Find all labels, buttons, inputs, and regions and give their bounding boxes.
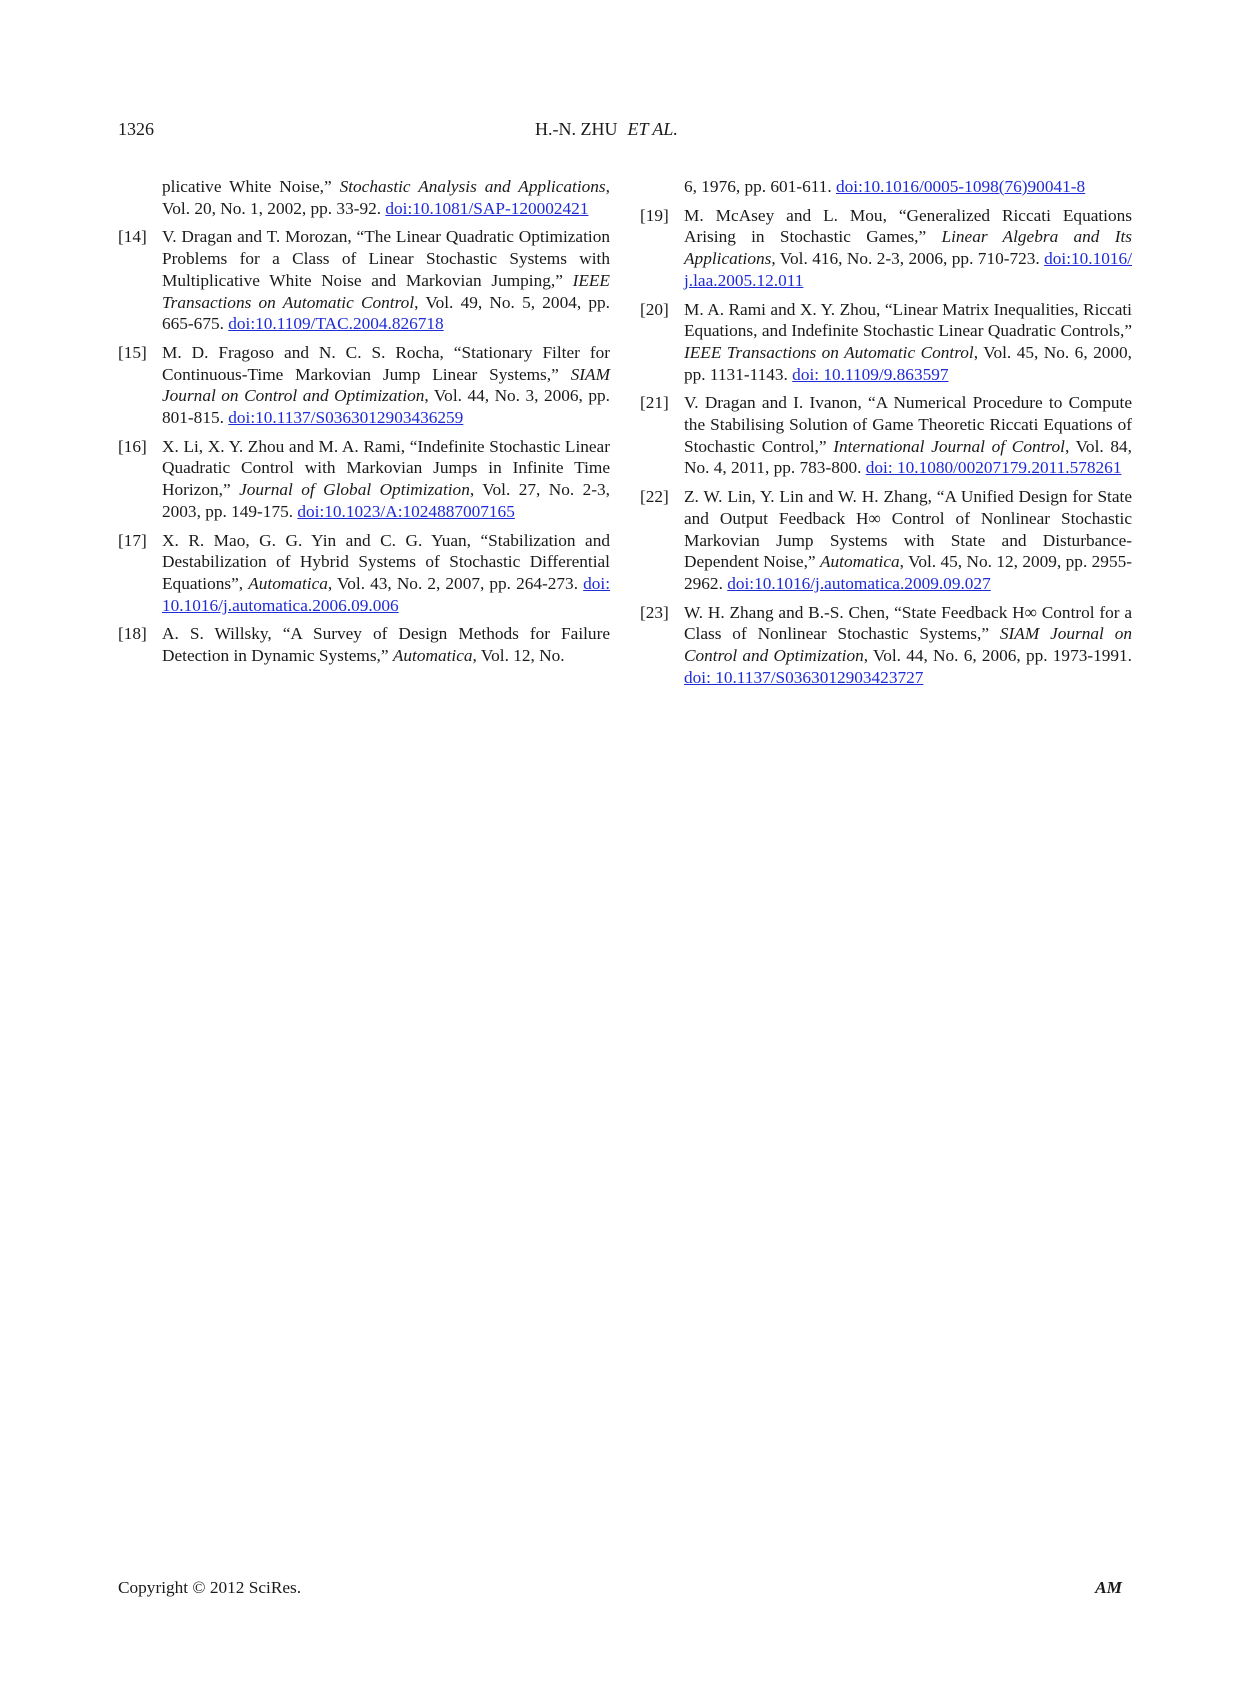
ref-text: V. Dragan and I. Ivanon, “A Numerical Procedure to Compute the Stabilising Solution of Game Theoretic Riccati Equations of Stochastic Control,” bbox=[684, 393, 1132, 456]
ref-text-tail: , Vol. 84, No. 4, 2011, pp. 783-800. bbox=[684, 436, 1133, 478]
ref-journal: IEEE Transactions on Automatic Control bbox=[684, 342, 974, 362]
ref-journal: International Journal of Control bbox=[833, 436, 1065, 456]
ref-number: [21] bbox=[640, 393, 669, 413]
ref-number: [20] bbox=[640, 299, 669, 319]
ref-number: [17] bbox=[118, 530, 147, 550]
ref-journal: IEEE Transactions on Automatic Control bbox=[162, 270, 610, 312]
running-title bbox=[535, 119, 678, 140]
ref-number: [19] bbox=[640, 205, 669, 225]
ref-text: Z. W. Lin, Y. Lin and W. H. Zhang, “A Unified Design for State and Output Feedback H∞ Control of Nonlinear Stochastic Markovian Jump Systems with State and Disturbance-Dependent Noise,” bbox=[684, 487, 1132, 572]
ref-journal: SIAM Journal on Control and Optimization bbox=[684, 624, 1132, 666]
ref-text: plicative White Noise,” bbox=[162, 177, 340, 196]
ref-journal: Linear Algebra and Its Applications bbox=[684, 227, 1132, 269]
reference-21 bbox=[640, 392, 1132, 479]
ref-text: 6, 1976, pp. 601-611. bbox=[684, 177, 837, 196]
ref-text: M. A. Rami and X. Y. Zhou, “Linear Matrix Inequalities, Riccati Equations, and Indefinite Stochastic Linear Quadratic Controls,” bbox=[684, 299, 1132, 341]
reference-14 bbox=[118, 226, 610, 335]
doi-link[interactable]: doi:10.1137/S0363012903436259 bbox=[228, 408, 464, 428]
ref-number: [23] bbox=[640, 602, 669, 622]
reference-19 bbox=[640, 205, 1132, 292]
doi-link[interactable]: doi:10.1016/j.automatica.2009.09.027 bbox=[727, 573, 991, 593]
ref-text: A. S. Willsky, “A Survey of Design Methods for Failure Detection in Dynamic Systems,” bbox=[162, 624, 610, 666]
ref-text-tail: , Vol. 45, No. 6, 2000, pp. 1131-1143. bbox=[684, 342, 1132, 384]
references-right-column bbox=[640, 176, 1132, 695]
ref-text-tail: , Vol. 49, No. 5, 2004, pp. 665-675. bbox=[162, 292, 610, 334]
ref-text-tail: , Vol. 45, No. 12, 2009, pp. 2955-2962. bbox=[684, 552, 1132, 593]
doi-link[interactable]: doi: 10.1137/S0363012903423727 bbox=[684, 667, 924, 687]
ref-journal: Automatica bbox=[248, 573, 328, 593]
doi-link[interactable]: doi:10.1016/j.automatica.2006.09.006 bbox=[162, 573, 610, 615]
ref-number: [15] bbox=[118, 342, 147, 362]
ref-text: M. D. Fragoso and N. C. S. Rocha, “Stationary Filter for Continuous-Time Markovian Jump Linear Systems,” bbox=[162, 342, 610, 384]
references-left-column bbox=[118, 176, 610, 674]
doi-link[interactable]: doi:10.1109/TAC.2004.826718 bbox=[228, 314, 444, 334]
ref-number: [16] bbox=[118, 436, 147, 456]
reference-18 bbox=[118, 623, 610, 666]
reference-17 bbox=[118, 530, 610, 617]
ref-text-tail: , Vol. 44, No. 6, 2006, pp. 1973-1991. bbox=[863, 646, 1132, 666]
ref-text: X. Li, X. Y. Zhou and M. A. Rami, “Indefinite Stochastic Linear Quadratic Control with Markovian Jumps in Infinite Time Horizon,” bbox=[162, 436, 610, 500]
ref-text: X. R. Mao, G. G. Yin and C. G. Yuan, “Stabilization and Destabilization of Hybrid Systems of Stochastic Differential Equations”, bbox=[162, 530, 610, 593]
doi-link[interactable]: doi:10.1023/A:1024887007165 bbox=[297, 501, 515, 521]
doi-link[interactable]: doi: 10.1080/00207179.2011.578261 bbox=[865, 458, 1122, 478]
reference-20 bbox=[640, 299, 1132, 386]
ref-text-tail: , Vol. 416, No. 2-3, 2006, pp. 710-723. bbox=[771, 249, 1045, 269]
copyright-notice: Copyright © 2012 SciRes. bbox=[118, 1578, 302, 1597]
ref-number: [18] bbox=[118, 624, 147, 644]
ref-text-tail: , Vol. 20, No. 1, 2002, pp. 33-92. bbox=[162, 177, 610, 218]
ref-text-tail: , Vol. 12, No. bbox=[472, 646, 565, 666]
ref-number: [22] bbox=[640, 487, 669, 507]
doi-link[interactable]: doi:10.1016/0005-1098(76)90041-8 bbox=[836, 177, 1086, 196]
ref-text-tail: , Vol. 27, No. 2-3, 2003, pp. 149-175. bbox=[162, 480, 611, 521]
ref-journal: Automatica bbox=[819, 552, 900, 572]
running-title-authors: H.-N. ZHU bbox=[535, 119, 618, 139]
ref-text-tail: , Vol. 43, No. 2, 2007, pp. 264-273. bbox=[327, 573, 584, 593]
ref-text: W. H. Zhang and B.-S. Chen, “State Feedback H∞ Control for a Class of Nonlinear Stochastic Systems,” bbox=[684, 602, 1132, 644]
ref-text: V. Dragan and T. Morozan, “The Linear Quadratic Optimization Problems for a Class of Linear Stochastic Systems with Multiplicative White Noise and Markovian Jumping,” bbox=[162, 227, 610, 290]
reference-continuation bbox=[118, 176, 610, 219]
reference-16 bbox=[118, 436, 610, 523]
doi-link[interactable]: doi:10.1016/j.laa.2005.12.011 bbox=[684, 249, 1132, 290]
reference-22 bbox=[640, 486, 1132, 595]
ref-journal: Automatica bbox=[392, 646, 473, 666]
journal-abbreviation: AM bbox=[1095, 1578, 1122, 1597]
ref-text: M. McAsey and L. Mou, “Generalized Riccati Equations Arising in Stochastic Games,” bbox=[684, 205, 1132, 247]
reference-continuation bbox=[640, 176, 1132, 198]
page-number: 1326 bbox=[118, 119, 154, 139]
reference-15 bbox=[118, 342, 610, 429]
ref-text-tail: , Vol. 44, No. 3, 2006, pp. 801-815. bbox=[162, 386, 610, 428]
ref-journal: Stochastic Analysis and Applications bbox=[339, 177, 606, 196]
ref-journal: Journal of Global Optimization bbox=[239, 480, 470, 500]
reference-23 bbox=[640, 602, 1132, 689]
ref-number: [14] bbox=[118, 227, 147, 247]
running-title-etal: ET AL. bbox=[627, 119, 678, 139]
doi-link[interactable]: doi:10.1081/SAP-120002421 bbox=[385, 198, 589, 218]
ref-journal: SIAM Journal on Control and Optimization bbox=[162, 364, 610, 406]
doi-link[interactable]: doi: 10.1109/9.863597 bbox=[792, 364, 949, 384]
